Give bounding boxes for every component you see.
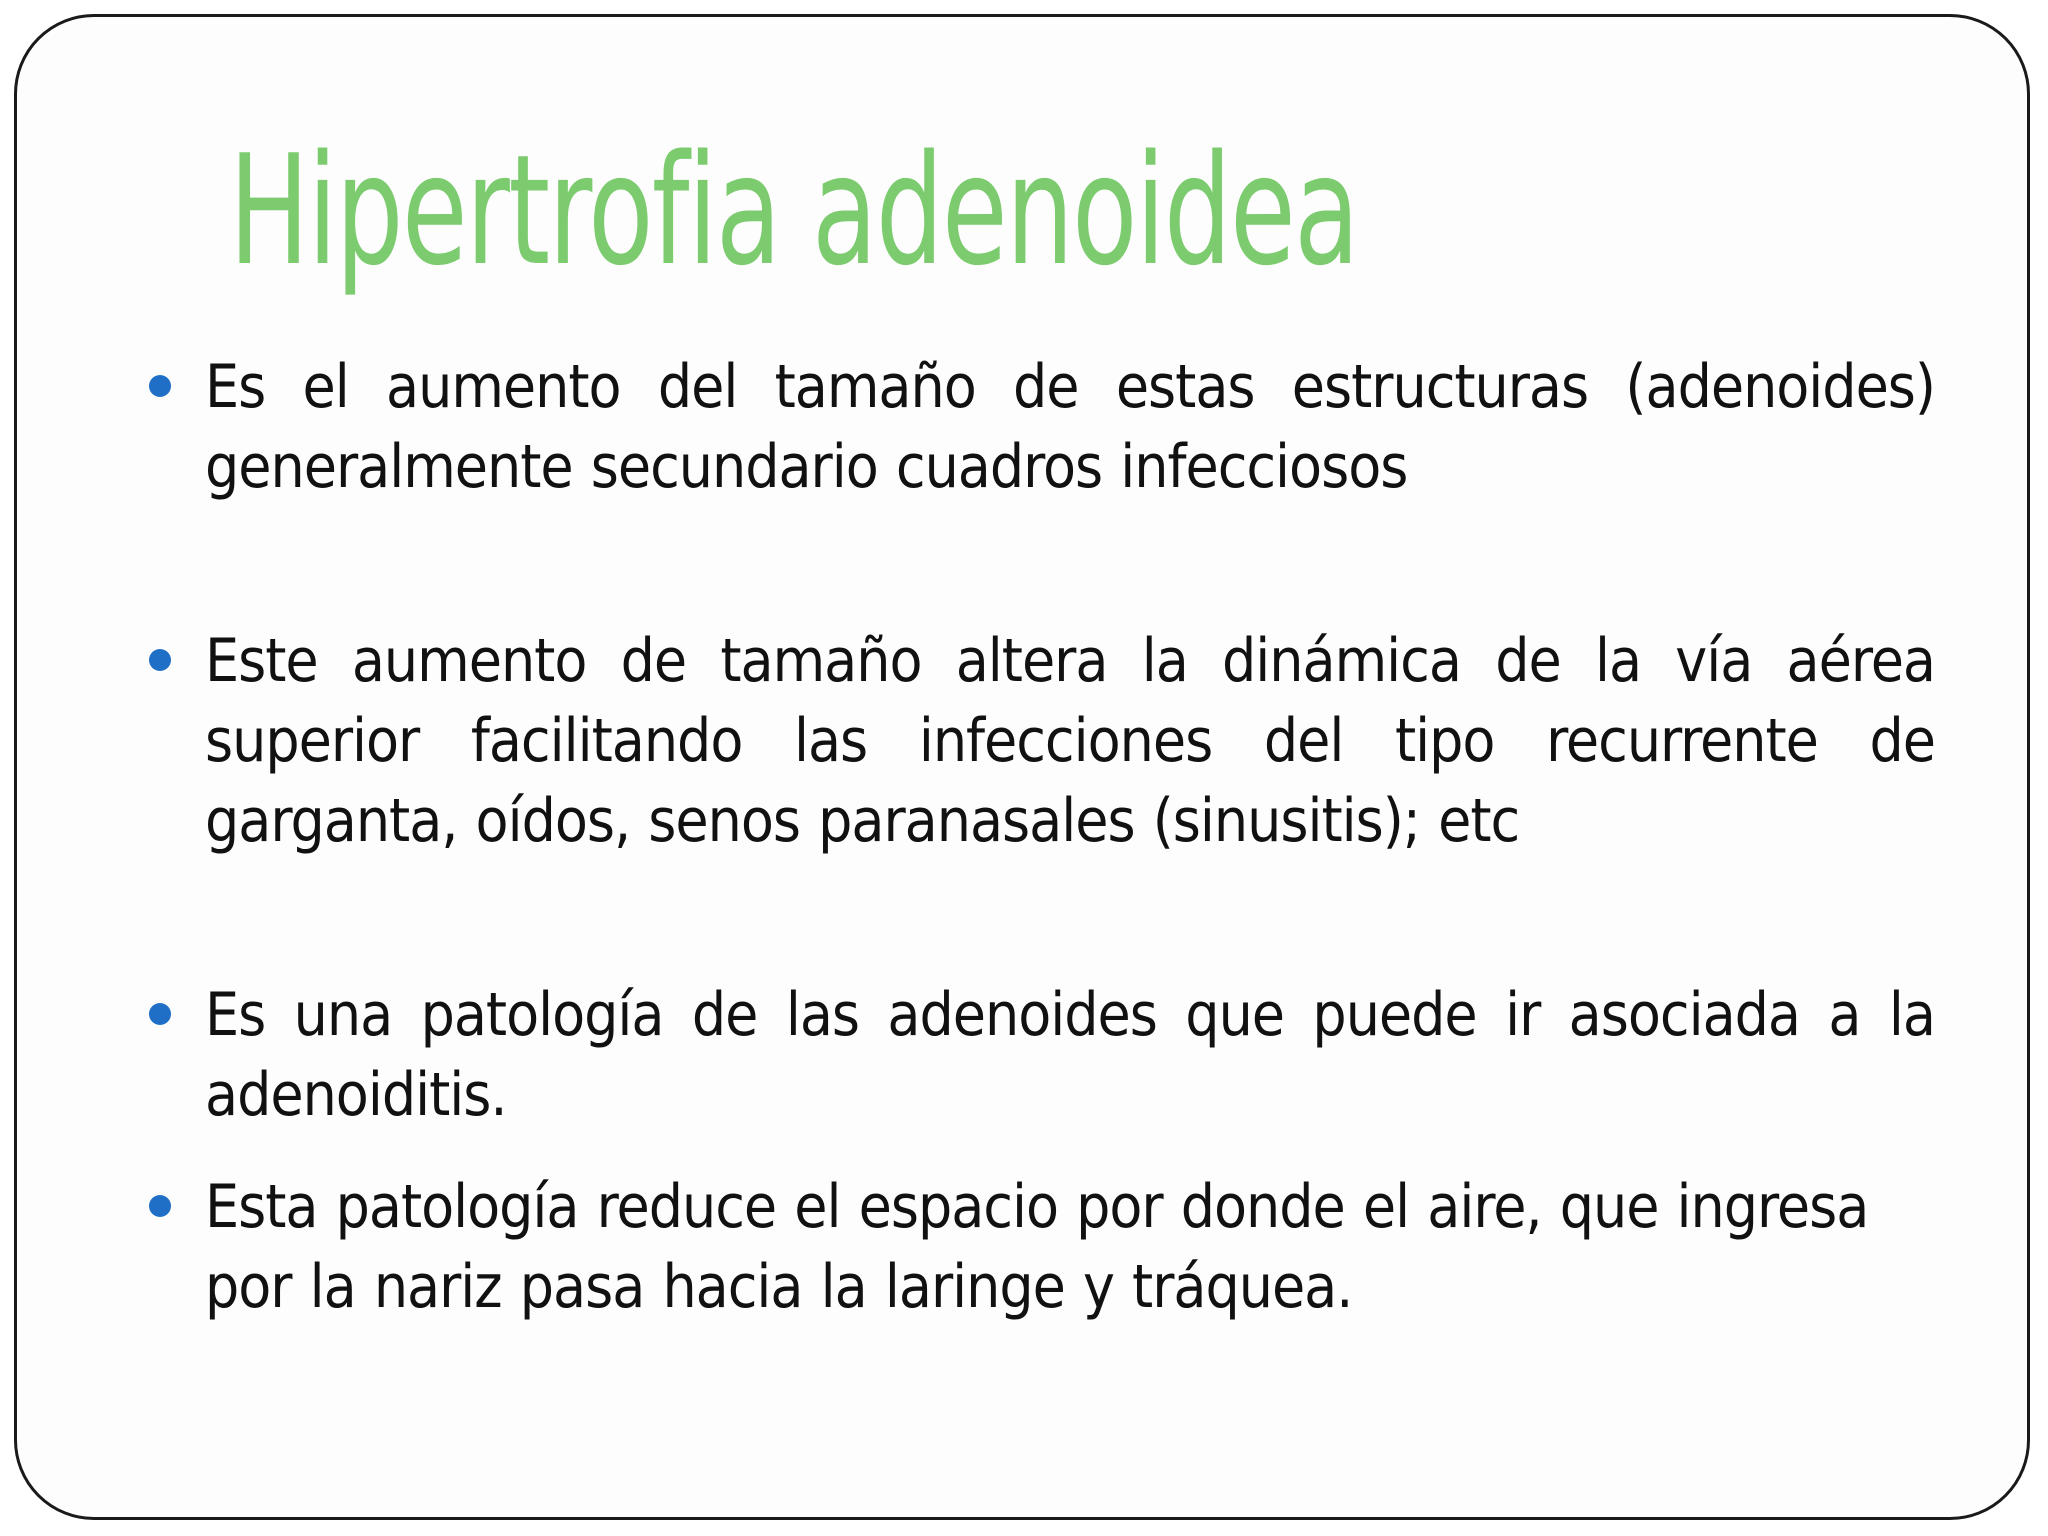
bullet-text: Es el aumento del tamaño de estas estructuras (adenoides) generalmente secundario cuadros infecciosos — [205, 352, 1935, 502]
bullet-text: Esta patología reduce el espacio por donde el aire, que ingresa por la nariz pasa hacia la laringe y tráquea. — [205, 1172, 1869, 1322]
bullet-dot-icon — [149, 375, 171, 397]
bullet-list — [17, 17, 2027, 1517]
bullet-text: Este aumento de tamaño altera la dinámica de la vía aérea superior facilitando las infecciones del tipo recurrente de garganta, oídos, senos paranasales (sinusitis); etc — [205, 626, 1935, 856]
slide — [14, 14, 2030, 1520]
bullet-dot-icon — [149, 1003, 171, 1025]
bullet-dot-icon — [149, 1195, 171, 1217]
bullet-text: Es una patología de las adenoides que puede ir asociada a la adenoiditis. — [205, 980, 1935, 1130]
bullet-dot-icon — [149, 649, 171, 671]
slide-title: Hipertrofia adenoidea — [229, 122, 1358, 299]
